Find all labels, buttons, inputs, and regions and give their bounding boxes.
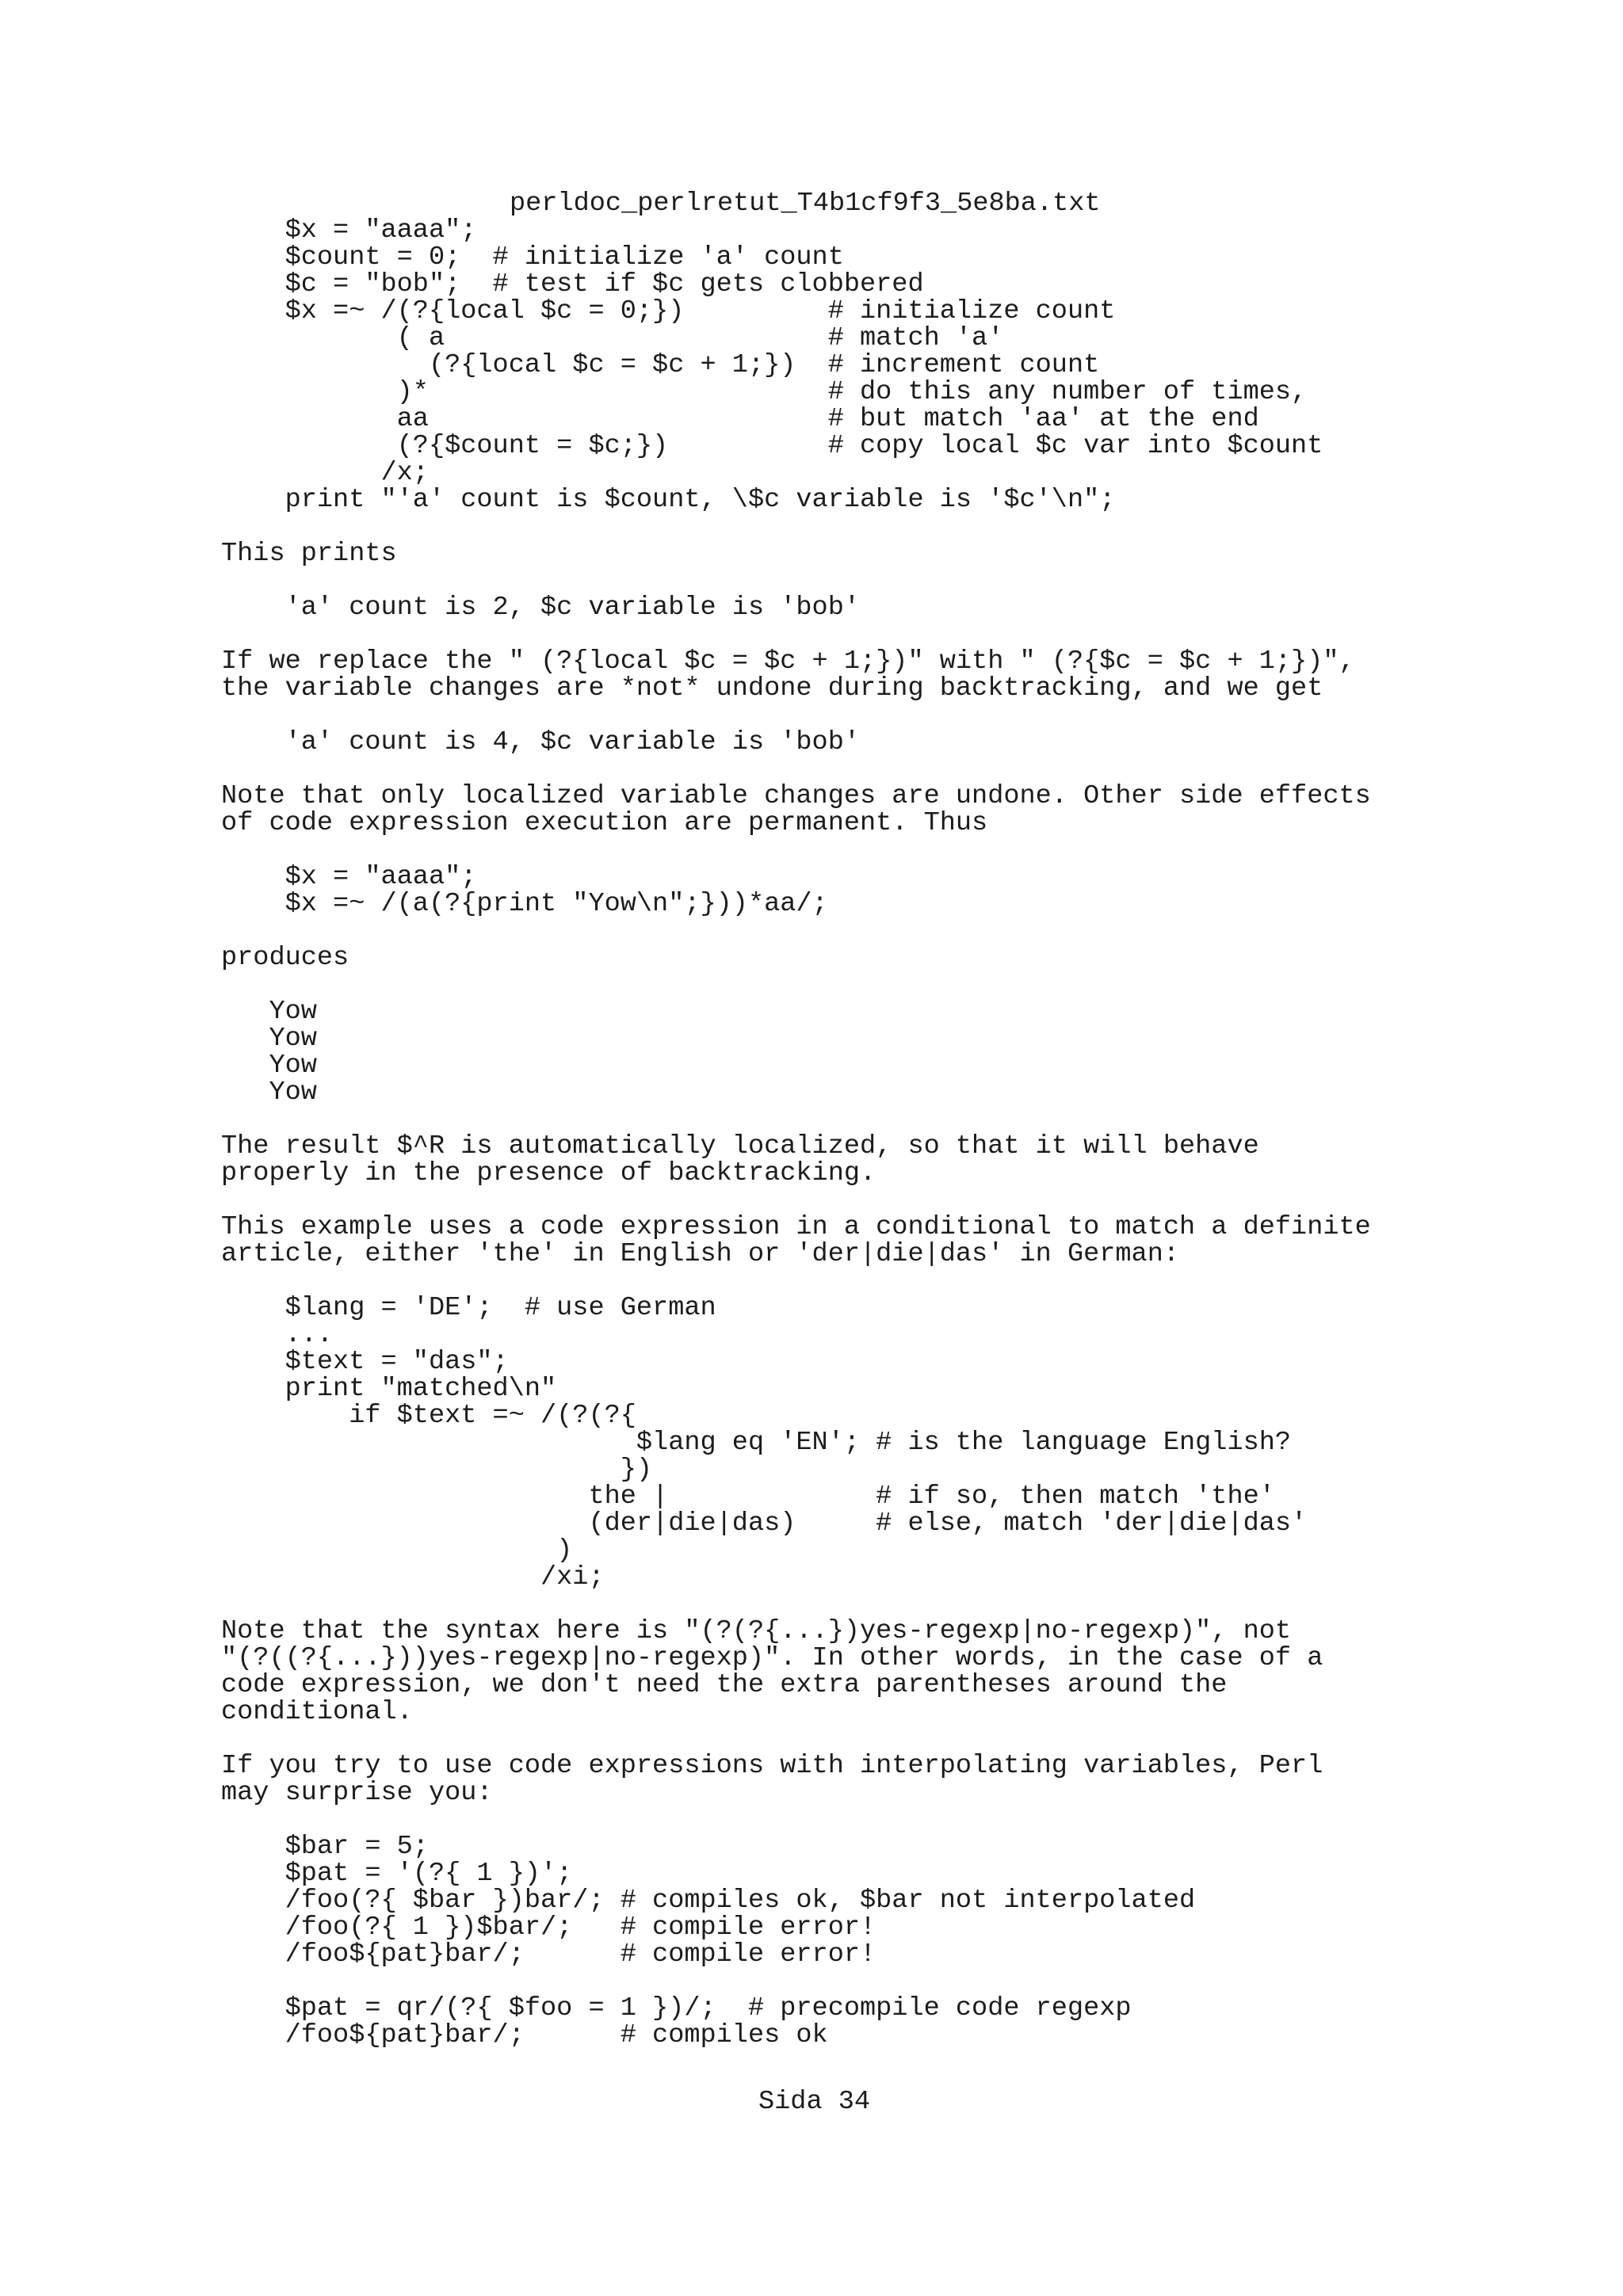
document-body-text: $x = "aaaa"; $count = 0; # initialize 'a' count $c = "bob"; # test if $c gets clobbered $x =~ /(?{local $c = 0;}) # initialize count ( a # match 'a' (?{local $c = $c + 1;}) # increment count )* # do this any number of times, aa # but match 'aa' at the end (?{$count = $c;}) # copy local $c var into $count /x; print "'a' count is $count, \$c variable is '$c'\n"; This prints 'a' count is 2, $c variable is 'bob' If we replace the " (?{local $c = $c + 1;})" with " (?{$c = $c + 1;})", the variable changes are *not* undone during backtracking, and we get 'a' count is 4, $c variable is 'bob' Note that only localized variable changes are undone. Other side effects of code expression execution are permanent. Thus $x = "aaaa"; $x =~ /(a(?{print "Yow\n";}))*aa/; produces Yow Yow Yow Yow The result $^R is automatically localized, so that it will behave properly in the presence of backtracking. This example uses a code expression in a conditional to match a definite article, either 'the' in English or 'der|die|das' in German: $lang = 'DE'; # use German ... $text = "das"; print "matched\n" if $text =~ /(?(?{ $lang eq 'EN'; # is the language English? }) the | # if so, then match 'the' (der|die|das) # else, match 'der|die|das' ) /xi; Note that the syntax here is "(?(?{...})yes-regexp|no-regexp)", not "(?((?{...}))yes-regexp|no-regexp)". In other words, in the case of a code expression, we don't need the extra parentheses around the conditional. If you try to use code expressions with interpolating variables, Perl may surprise you: $bar = 5; $pat = '(?{ 1 })'; /foo(?{ $bar })bar/; # compiles ok, $bar not interpolated /foo(?{ 1 })$bar/; # compile error! /foo${pat}bar/; # compile error! $pat = qr/(?{ $foo = 1 })/; # precompile code regexp /foo${pat}bar/; # compiles ok [221, 215, 1371, 2050]
page-header-filename: perldoc_perlretut_T4b1cf9f3_5e8ba.txt [510, 189, 1101, 219]
page-footer-number: Sida 34 [758, 2087, 871, 2117]
